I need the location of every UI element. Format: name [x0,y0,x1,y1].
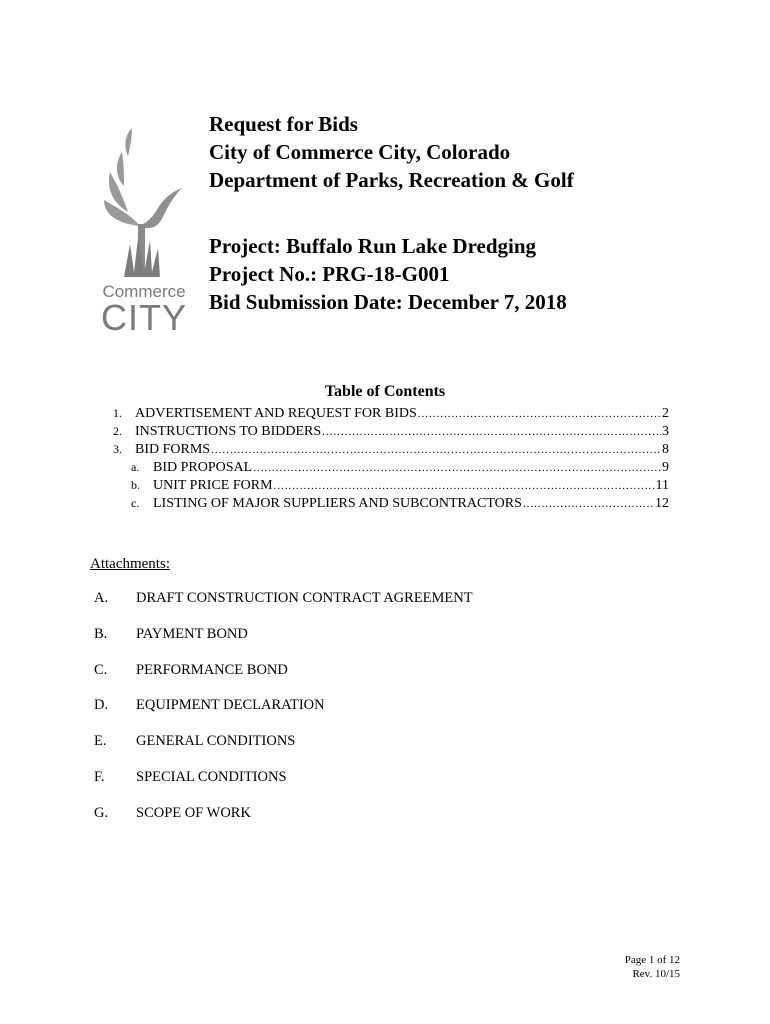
toc-item-page: 3 [662,424,669,439]
attachment-item [94,590,473,626]
toc-item-title: INSTRUCTIONS TO BIDDERS [135,424,322,439]
attachment-letter: C. [94,661,108,678]
attachment-title: DRAFT CONSTRUCTION CONTRACT AGREEMENT [136,590,473,606]
heading-line: City of Commerce City, Colorado [209,140,511,164]
toc-item-page: 11 [655,478,669,493]
toc-leader-dots [253,459,661,477]
toc-item-number: 3. [113,442,122,456]
document-heading [209,110,574,316]
attachment-title: GENERAL CONDITIONS [136,733,296,750]
attachment-letter: E. [94,733,107,750]
toc-item-title: BID FORMS [135,442,211,457]
attachment-title: PERFORMANCE BOND [136,661,288,678]
toc-item-page: 8 [662,442,669,457]
project-line: Project: Buffalo Run Lake Dredging [209,234,537,258]
attachment-title: PAYMENT BOND [136,625,248,642]
toc-item [113,404,669,422]
logo-commerce-text: Commerce [102,282,186,301]
toc-item-page: 9 [662,460,669,475]
toc-item-page: 2 [662,406,669,421]
page-footer [625,953,680,981]
attachment-title: EQUIPMENT DECLARATION [136,697,325,714]
attachment-letter: F. [94,768,105,785]
toc-item [113,422,669,440]
toc-item-number: 2. [113,424,122,438]
toc-title: Table of Contents [324,383,446,400]
toc-subitem [113,494,669,512]
toc-item-number: b. [131,478,140,492]
toc-item-title: BID PROPOSAL [153,460,253,475]
attachment-letter: B. [94,625,108,642]
toc-item-page: 12 [655,496,669,511]
heading-line: Department of Parks, Recreation & Golf [209,168,574,192]
project-line: Project No.: PRG-18-G001 [209,262,450,286]
toc-subitem [113,476,669,494]
attachment-letter: G. [94,804,109,821]
toc-item-title: ADVERTISEMENT AND REQUEST FOR BIDS [135,406,417,421]
page-number: Page 1 of 12 [624,954,680,966]
project-line: Bid Submission Date: December 7, 2018 [209,290,567,314]
attachment-item [94,697,473,733]
attachment-item [94,805,473,841]
logo-city-text: CITY [100,297,187,338]
toc-leader-dots [322,423,661,441]
attachments-colon: : [165,556,170,572]
attachment-item [94,733,473,769]
attachment-item [94,769,473,805]
toc-leader-dots [418,405,661,423]
toc-item-title: UNIT PRICE FORM [153,478,273,493]
attachment-item [94,626,473,662]
commerce-city-logo [94,112,194,342]
attachments-heading [90,556,170,573]
toc-item-title: LISTING OF MAJOR SUPPLIERS AND SUBCONTRACTORS [153,496,522,511]
attachment-title: SCOPE OF WORK [136,804,251,821]
toc-leader-dots [274,477,655,495]
attachment-letter: A. [94,590,109,606]
attachment-item [94,662,473,698]
table-of-contents [113,404,669,512]
leaf-grass-logo-icon [94,112,194,292]
toc-leader-dots [211,441,661,459]
toc-leader-dots [523,495,654,513]
heading-line: Request for Bids [209,112,358,136]
attachments-list [94,590,473,841]
toc-subitem [113,458,669,476]
revision-label: Rev. 10/15 [632,968,680,980]
attachment-title: SPECIAL CONDITIONS [136,768,287,785]
toc-item-number: a. [131,460,140,474]
toc-item [113,440,669,458]
toc-item-number: 1. [113,406,122,420]
attachments-label: Attachments [90,556,166,572]
toc-item-number: c. [131,496,140,510]
attachment-letter: D. [94,697,109,714]
